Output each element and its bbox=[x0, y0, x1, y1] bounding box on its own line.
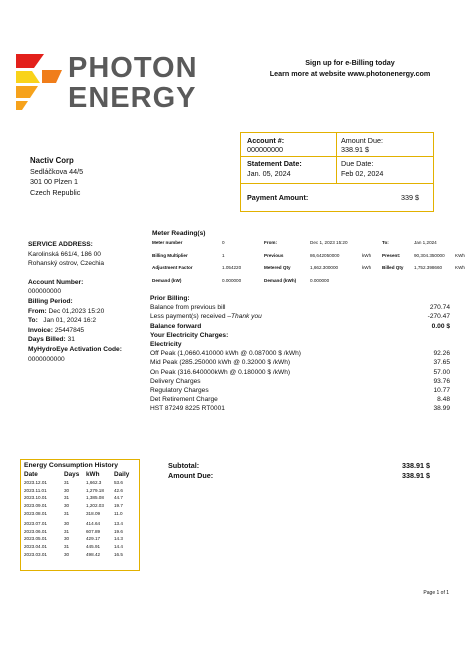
meter-cell: 1,662.300000 bbox=[310, 265, 339, 270]
electricity-label: Electricity bbox=[150, 340, 182, 348]
history-cell: 31 bbox=[64, 510, 70, 516]
history-row bbox=[24, 535, 136, 543]
meter-cell: 0 bbox=[222, 240, 225, 245]
charge-label: Off Peak (1,0660.410000 kWh @ 0.087000 $ /kWh) bbox=[150, 350, 301, 358]
meter-cell: KWh bbox=[455, 265, 465, 270]
less-payments-value: -270.47 bbox=[427, 313, 450, 321]
page-number: Page 1 of 1 bbox=[423, 590, 449, 596]
billing-to bbox=[28, 316, 148, 326]
history-cell: 31 bbox=[64, 544, 70, 550]
history-cell: 1,279.18 bbox=[86, 487, 104, 493]
history-cell: 414.64 bbox=[86, 521, 101, 527]
meter-cell: Billed Qty bbox=[382, 265, 404, 270]
history-cell: 30 bbox=[64, 503, 70, 509]
meter-cell: 1,752.398660 bbox=[414, 265, 443, 270]
meter-cell: Adjustment Factor bbox=[152, 265, 193, 270]
history-cell: 2023.07.01 bbox=[24, 521, 47, 527]
meter-cell: Previous bbox=[264, 252, 284, 258]
history-cell: 2023.09.01 bbox=[24, 503, 47, 509]
history-cell: 498.42 bbox=[86, 551, 101, 557]
subtotal-value: 338.91 $ bbox=[402, 461, 430, 470]
history-cell: 31 bbox=[64, 528, 70, 534]
history-cell: 2023.10.01 bbox=[24, 495, 47, 501]
customer-country: Czech Republic bbox=[30, 187, 81, 197]
invoice-value: 25447845 bbox=[54, 326, 85, 334]
charge-value: 93.76 bbox=[433, 377, 450, 385]
balance-forward-value: 0.00 $ bbox=[431, 322, 450, 330]
history-cell: 2023.06.01 bbox=[24, 528, 47, 534]
history-cell: 607.89 bbox=[86, 528, 101, 534]
charge-value: 92.26 bbox=[433, 350, 450, 358]
meter-cell: 1 bbox=[222, 252, 225, 258]
customer-name: Nactiv Corp bbox=[30, 156, 74, 165]
history-row bbox=[24, 517, 136, 528]
meter-cell: Billing Multiplier bbox=[152, 252, 188, 258]
balance-forward-label: Balance forward bbox=[150, 322, 202, 330]
prior-billing-label: Prior Billing: bbox=[150, 295, 190, 302]
to-label: To: bbox=[28, 317, 38, 325]
electricity-charges-label: Your Electricity Charges: bbox=[150, 331, 229, 339]
thank-you-note: Thank you bbox=[231, 313, 262, 321]
history-cell: 2023.03.01 bbox=[24, 551, 47, 557]
charge-line bbox=[150, 358, 450, 367]
invoice-label: Invoice: bbox=[28, 326, 53, 334]
history-cell: 30 bbox=[64, 521, 70, 527]
billing-details bbox=[150, 294, 450, 413]
charge-label: HST 87249 8225 RT0001 bbox=[150, 405, 225, 413]
meter-row bbox=[152, 253, 472, 266]
myhydroeye-code: 0000000000 bbox=[28, 355, 65, 363]
meter-cell: 0.000000 bbox=[310, 277, 330, 283]
meter-cell: kWh bbox=[362, 265, 372, 270]
col-date: Date bbox=[24, 470, 38, 478]
service-address-line2: Rohanský ostrov, Czechia bbox=[28, 260, 105, 268]
amount-due-value: 338.91 $ bbox=[341, 145, 369, 154]
charge-line bbox=[150, 386, 450, 395]
billing-period-label: Billing Period: bbox=[28, 297, 73, 305]
to-value: Jan 01, 2024 16:2 bbox=[43, 317, 97, 325]
customer-street: Sedláčkova 44/5 bbox=[30, 166, 84, 176]
meter-cell: Dec 1, 2023 15:20 bbox=[310, 240, 348, 245]
history-cell: 11.0 bbox=[114, 510, 123, 516]
meter-cell: Present: bbox=[382, 252, 401, 258]
customer-city: 301 00 Plzen 1 bbox=[30, 177, 78, 187]
col-days: Days bbox=[64, 470, 80, 478]
history-row bbox=[24, 494, 136, 502]
invoice bbox=[28, 326, 148, 336]
history-cell: 1,385.08 bbox=[86, 495, 104, 501]
history-cell: 1,202.03 bbox=[86, 503, 104, 509]
promo-line1: Sign up for e-Billing today bbox=[305, 58, 395, 67]
service-account-number: 000000000 bbox=[28, 288, 62, 296]
total-amount-due-value: 338.91 $ bbox=[402, 471, 430, 480]
balance-previous-label: Balance from previous bill bbox=[150, 304, 226, 312]
meter-cell: Metered Qty bbox=[264, 265, 291, 270]
charge-line bbox=[150, 404, 450, 413]
history-cell: 2023.04.01 bbox=[24, 544, 47, 550]
charge-value: 38.99 bbox=[433, 405, 450, 413]
meter-cell: Meter number bbox=[152, 240, 183, 245]
totals bbox=[168, 461, 430, 481]
meter-row bbox=[152, 265, 472, 278]
charge-line bbox=[150, 349, 450, 358]
charge-label: Regulatory Charges bbox=[150, 386, 209, 394]
promo-line2: Learn more at website www.photonenergy.com bbox=[269, 69, 431, 78]
meter-readings-title: Meter Reading(s) bbox=[152, 230, 206, 237]
charge-line bbox=[150, 377, 450, 386]
total-amount-due-label: Amount Due: bbox=[168, 471, 214, 480]
history-cell: 14.4 bbox=[114, 544, 123, 550]
history-cell: 30 bbox=[64, 487, 70, 493]
from-value: Dec 01,2023 15:20 bbox=[48, 307, 105, 315]
account-number-heading: Account Number: bbox=[28, 278, 84, 286]
meter-cell: 90,304.350000 bbox=[414, 252, 445, 258]
energy-history-title: Energy Consumption History bbox=[24, 462, 119, 469]
due-date-value: Feb 02, 2024 bbox=[341, 169, 384, 178]
logo-line2: ENERGY bbox=[68, 82, 197, 114]
history-cell: 429.17 bbox=[86, 536, 101, 542]
subtotal-label: Subtotal: bbox=[168, 461, 200, 470]
charge-label: On Peak (316.640000kWh @ 0.180000 $ /kWh) bbox=[150, 368, 291, 376]
myhydroeye-label: MyHydroEye Activation Code: bbox=[28, 345, 122, 353]
customer-address bbox=[30, 156, 83, 198]
history-cell: 13.4 bbox=[114, 521, 123, 527]
history-cell: 53.6 bbox=[114, 480, 123, 486]
amount-due-label: Amount Due: bbox=[341, 136, 383, 145]
account-summary-box bbox=[240, 132, 434, 212]
meter-cell: kWh bbox=[362, 252, 372, 258]
ebilling-promo bbox=[235, 57, 465, 79]
history-cell: 42.6 bbox=[114, 487, 123, 493]
billing-from bbox=[28, 307, 148, 317]
history-cell: 1,662.3 bbox=[86, 480, 102, 486]
history-cell: 31 bbox=[64, 495, 70, 501]
charge-label: Det Retirement Charge bbox=[150, 396, 218, 404]
meter-readings-table bbox=[152, 240, 472, 290]
meter-cell: Demand (kWh) bbox=[264, 277, 297, 283]
from-label: From: bbox=[28, 307, 47, 315]
history-row bbox=[24, 479, 136, 487]
col-kwh: kWh bbox=[86, 470, 100, 478]
payment-amount-value: 339 $ bbox=[401, 193, 419, 202]
service-address-line1: Karolinská 661/4, 186 00 bbox=[28, 250, 101, 258]
history-row bbox=[24, 509, 136, 517]
history-cell: 19.7 bbox=[114, 503, 123, 509]
days-billed bbox=[28, 335, 148, 345]
less-payments-label bbox=[150, 312, 262, 321]
meter-cell: From: bbox=[264, 240, 278, 245]
account-number-label: Account #: bbox=[247, 136, 285, 145]
history-cell: 2023.08.01 bbox=[24, 510, 47, 516]
history-row bbox=[24, 528, 136, 536]
charge-value: 37.65 bbox=[433, 359, 450, 367]
history-row bbox=[24, 502, 136, 510]
meter-cell: 1.054220 bbox=[222, 265, 242, 270]
charge-value: 10.77 bbox=[433, 386, 450, 394]
less-payments-text: Less payment(s) received – bbox=[150, 313, 231, 321]
history-cell: 44.7 bbox=[114, 495, 123, 501]
statement-date-label: Statement Date: bbox=[247, 159, 302, 168]
history-cell: 2023.05.01 bbox=[24, 536, 47, 542]
charge-value: 8.48 bbox=[437, 396, 450, 404]
meter-cell: Jan 1,2024 bbox=[414, 240, 437, 245]
charge-value: 57.00 bbox=[433, 368, 450, 376]
charge-label: Delivery Charges bbox=[150, 377, 201, 385]
history-cell: 2023.11.01 bbox=[24, 487, 47, 493]
days-billed-label: Days Billed: bbox=[28, 336, 66, 344]
service-info bbox=[28, 240, 148, 364]
photon-energy-logo bbox=[16, 54, 216, 114]
charge-line bbox=[150, 368, 450, 377]
history-cell: 19.6 bbox=[114, 528, 123, 534]
meter-row bbox=[152, 278, 472, 291]
energy-history-table bbox=[24, 469, 136, 558]
meter-cell: 0.000000 bbox=[222, 277, 242, 283]
photon-logo-mark-icon bbox=[16, 54, 62, 112]
days-billed-value: 31 bbox=[67, 336, 75, 344]
meter-row bbox=[152, 240, 472, 253]
charge-label: Mid Peak (285.250000 kWh @ 0.32000 $ /kWh) bbox=[150, 359, 291, 367]
balance-previous-value: 270.74 bbox=[429, 304, 450, 312]
service-address-label: SERVICE ADDRESS: bbox=[28, 241, 93, 248]
history-cell: 14.3 bbox=[114, 536, 123, 542]
payment-amount-label: Payment Amount: bbox=[247, 193, 309, 202]
energy-history-box bbox=[20, 459, 140, 571]
meter-cell: To: bbox=[382, 240, 389, 245]
statement-date-value: Jan. 05, 2024 bbox=[247, 169, 291, 178]
history-cell: 2023.12.01 bbox=[24, 480, 47, 486]
history-row bbox=[24, 487, 136, 495]
meter-cell: Demand (kW) bbox=[152, 277, 182, 283]
col-daily: Daily bbox=[114, 470, 130, 478]
logo-line1: PHOTON bbox=[68, 52, 198, 84]
history-cell: 30 bbox=[64, 551, 70, 557]
meter-cell: KWh bbox=[455, 252, 465, 258]
history-cell: 318.09 bbox=[86, 510, 101, 516]
history-cell: 31 bbox=[64, 480, 70, 486]
account-number-value: 000000000 bbox=[247, 145, 283, 154]
history-cell: 445.91 bbox=[86, 544, 101, 550]
due-date-label: Due Date: bbox=[341, 159, 374, 168]
history-cell: 16.5 bbox=[114, 551, 123, 557]
meter-cell: 86,642050000 bbox=[310, 252, 340, 258]
history-row bbox=[24, 550, 136, 558]
history-row bbox=[24, 543, 136, 551]
charge-line bbox=[150, 395, 450, 404]
history-cell: 30 bbox=[64, 536, 70, 542]
